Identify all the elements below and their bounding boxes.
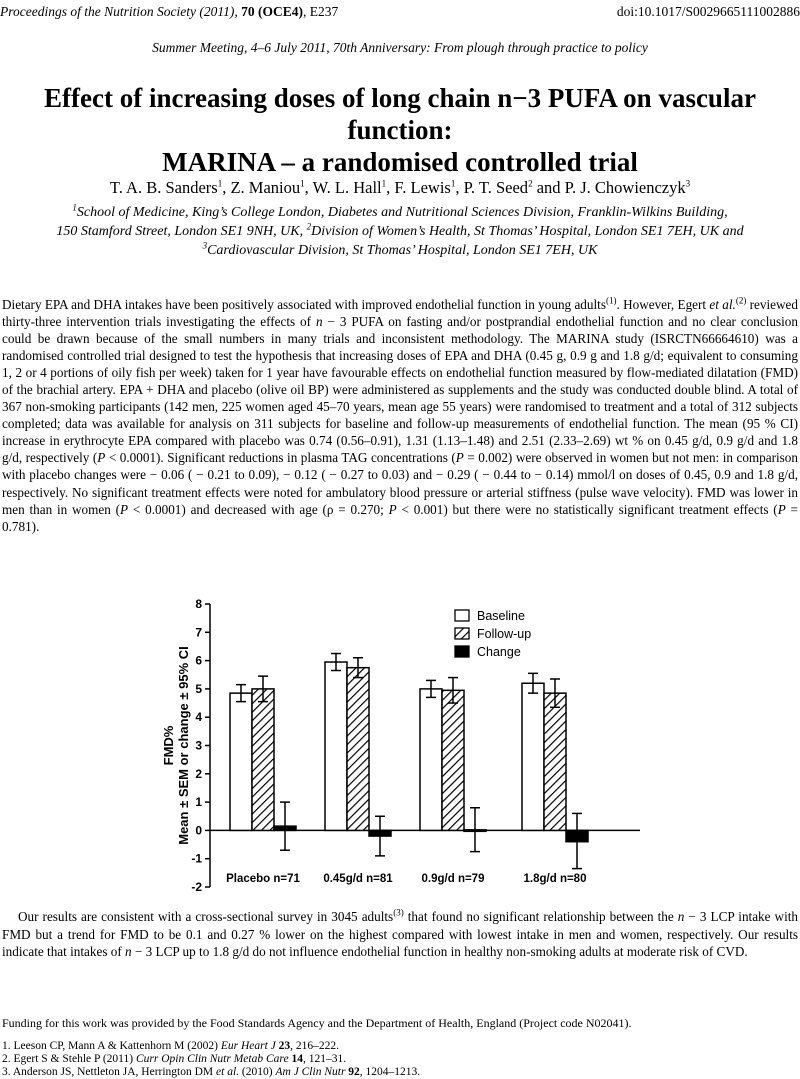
citation-mark: (3) (393, 907, 404, 918)
author-separator: , (386, 178, 395, 197)
x-category-label: 0.9g/d n=79 (421, 873, 485, 885)
author-affiliation-mark: 1 (217, 178, 223, 189)
author-separator: and (532, 178, 565, 197)
affiliation-2: Division of Women’s Health, St Thomas’ Hospital, London SE1 7EH, UK and (311, 224, 744, 239)
author: P. T. Seed (463, 178, 529, 197)
reference-number: 3. (2, 1066, 11, 1078)
y-tick-label: 1 (195, 795, 202, 810)
reference-pages: , 1204–1213. (359, 1066, 421, 1078)
bar-follow-up (347, 668, 369, 831)
reference-journal: Am J Clin Nutr (275, 1066, 346, 1078)
journal-volume: 70 (241, 4, 255, 19)
abstract-text: = 0.002) were observed in women but not men: in comparison with placebo changes were − 0.06 ( − 0.21 to 0.09), − 0.12 ( − 0.27 to 0.03) and − 0.29 ( − 0.44 to − 0.14) mmol/l on doses of 0.45, 0.9 and 1.8 g/d, respectively. No significant treatment effects were noted for ambulatory blood pressure or arterial stiffness (pulse wave velocity). FMD was lower in men than in women ( (2, 450, 798, 517)
discussion-text: Our results are consistent with a cross-sectional survey in 3045 adults (18, 909, 394, 924)
reference-number: 2. (2, 1053, 11, 1065)
y-tick-label: 6 (195, 653, 202, 668)
citation-mark: (1) (605, 295, 617, 306)
x-category-label: 1.8g/d n=80 (523, 873, 587, 885)
abstract-text: P (120, 501, 129, 517)
citation-mark: (2) (735, 295, 747, 306)
discussion-text: that found no significant relationship between the (403, 909, 678, 924)
legend-label: Baseline (477, 609, 525, 623)
discussion-text: − 3 LCP up to 1.8 g/d do not influence endothelial function in healthy non-smoking adults at moderate risk of CVD. (131, 944, 748, 959)
bar-baseline (522, 683, 544, 830)
reference-item (2, 1040, 798, 1053)
legend-label: Change (477, 645, 521, 659)
reference-pages: , 121–31. (302, 1053, 347, 1065)
affiliation-1-cont: 150 Stamford Street, London SE1 9NH, UK, (56, 224, 307, 239)
bar-follow-up (252, 689, 274, 831)
author-separator: , (455, 178, 464, 197)
legend-swatch (455, 646, 469, 657)
reference-authors: Egert S & Stehle P (2011) (13, 1053, 136, 1065)
author: W. L. Hall (312, 178, 382, 197)
author-list (0, 178, 800, 198)
affiliation-3: Cardiovascular Division, St Thomas’ Hospital, London SE1 7EH, UK (207, 243, 598, 258)
legend-label: Follow-up (477, 627, 532, 641)
reference-etal: et al. (216, 1066, 240, 1078)
author-separator: , (222, 178, 231, 197)
affiliation-mark: 2 (306, 221, 312, 232)
author: Z. Maniou (230, 178, 301, 197)
reference-journal: Eur Heart J (220, 1040, 276, 1052)
author-affiliation-mark: 1 (381, 178, 387, 189)
discussion-text: n (677, 909, 685, 924)
title-line-2: MARINA – a randomised controlled trial (162, 147, 638, 177)
journal-issue: (OCE4) (257, 4, 303, 19)
doi[interactable]: doi:10.1017/S0029665111002886 (616, 4, 800, 19)
fmd-bar-chart (130, 596, 650, 896)
author-affiliation-mark: 3 (685, 178, 691, 189)
author-separator: , (304, 178, 313, 197)
reference-number: 1. (2, 1040, 11, 1052)
reference-volume: 92 (348, 1066, 360, 1078)
y-tick-label: 4 (195, 710, 202, 725)
abstract-text: < 0.0001) and decreased with age (ρ = 0.270; (128, 501, 389, 517)
reference-item (2, 1066, 798, 1079)
y-tick-label: -1 (191, 851, 202, 866)
bar-baseline (230, 693, 252, 830)
title-line-1: Effect of increasing doses of long chain n−3 PUFA on vascular function: (44, 83, 756, 145)
y-tick-label: 8 (195, 597, 202, 611)
author-affiliation-mark: 1 (450, 178, 456, 189)
affiliations (0, 203, 800, 260)
abstract-text: reviewed thirty-three intervention trials investigating the effects of (2, 297, 798, 330)
discussion-text: n (125, 944, 132, 959)
y-tick-label: 0 (195, 823, 202, 838)
abstract-text: P (97, 450, 106, 466)
reference-journal: Curr Opin Clin Nutr Metab Care (135, 1053, 289, 1065)
abstract-text: et al. (709, 297, 736, 312)
discussion-paragraph (2, 908, 798, 961)
bar-baseline (325, 662, 347, 830)
affiliation-mark: 3 (202, 240, 208, 251)
reference-volume: 14 (291, 1053, 303, 1065)
y-axis-label: FMD% (161, 725, 176, 766)
journal-name: Proceedings of the Nutrition Society (0, 4, 196, 19)
x-category-label: 0.45g/d n=81 (323, 873, 393, 885)
reference-pages: , 216–222. (290, 1040, 339, 1052)
y-tick-label: 3 (195, 738, 202, 753)
journal-page: , E237 (302, 4, 339, 19)
abstract-text: < 0.001) but there were no statistically significant treatment effects ( (396, 501, 778, 517)
affiliation-1: School of Medicine, King’s College London, Diabetes and Nutritional Sciences Division, Franklin-Wilkins Building, (76, 205, 728, 220)
author: F. Lewis (394, 178, 451, 197)
author: P. J. Chowienczyk (564, 178, 686, 197)
abstract-text: = 0.781). (2, 501, 798, 534)
abstract-text: Dietary EPA and DHA intakes have been positively associated with improved endothelial function in young adults (2, 297, 606, 312)
x-category-label: Placebo n=71 (226, 873, 300, 885)
abstract-paragraph (2, 296, 798, 535)
legend-swatch (455, 610, 469, 621)
bar-follow-up (442, 690, 464, 830)
journal-header (0, 4, 338, 20)
discussion-text: − 3 LCP intake with FMD but a trend for FMD to be 0.1 and 0.27 % lower on the highest compared with lowest intake in men and women, respectively. Our results indicate that intakes of (2, 909, 798, 959)
reference-list (2, 1040, 798, 1079)
y-tick-label: 5 (195, 681, 202, 696)
journal-year: (2011), (199, 4, 238, 19)
abstract-text: < 0.0001). Significant reductions in plasma TAG concentrations ( (105, 450, 456, 466)
meeting-line: Summer Meeting, 4–6 July 2011, 70th Anniversary: From plough through practice to policy (152, 40, 648, 55)
y-tick-label: 2 (195, 766, 202, 781)
abstract-text: P (388, 501, 397, 517)
author: T. A. B. Sanders (109, 178, 218, 197)
paper-title (0, 82, 800, 178)
funding-statement: Funding for this work was provided by the Food Standards Agency and the Department of Health, England (Project code N02041). (2, 1016, 632, 1030)
abstract-text: P (455, 450, 464, 466)
bar-baseline (420, 689, 442, 831)
y-tick-label: -2 (191, 880, 202, 894)
reference-item (2, 1053, 798, 1066)
abstract-text: − 3 PUFA on fasting and/or postprandial endothelial function and no clear conclusion could be drawn because of the small numbers in many trials and inconsistent methodology. The MARINA study (ISRCTN66664610) was a randomised controlled trial designed to test the hypothesis that increasing doses of EPA and DHA (0.45 g, 0.9 g and 1.8 g/d; equivalent to consuming 1, 2 or 4 portions of oily fish per week) taken for 1 year have favourable effects on endothelial function measured by flow-mediated dilatation (FMD) of the brachial artery. EPA + DHA and placebo (olive oil BP) were administered as supplements and the study was conducted double blind. A total of 367 non-smoking participants (142 men, 225 women aged 45–70 years, mean age 55 years) were randomised to treatment and a total of 312 subjects completed; data was available for analysis on 311 subjects for baseline and follow-up measurements of endothelial function. The mean (95 % CI) increase in erythrocyte EPA compared with placebo was 0.74 (0.56–0.91), 1.31 (1.13–1.48) and 2.51 (2.33–2.69) wt % on 0.45 g/d, 0.9 g/d and 1.8 g/d, respectively ( (2, 314, 798, 466)
legend-swatch (455, 628, 469, 639)
author-affiliation-mark: 1 (300, 178, 305, 189)
abstract-text: P (777, 501, 786, 517)
abstract-text: n (315, 314, 323, 330)
bar-follow-up (544, 693, 566, 830)
y-axis-label: Mean ± SEM or change ± 95% CI (176, 646, 191, 845)
reference-volume: 23 (278, 1040, 291, 1052)
affiliation-mark: 1 (72, 202, 77, 213)
reference-authors: Anderson JS, Nettleton JA, Herrington DM (12, 1066, 217, 1078)
y-tick-label: 7 (195, 625, 202, 640)
author-affiliation-mark: 2 (528, 178, 533, 189)
reference-authors: Leeson CP, Mann A & Kattenhorn M (2002) (13, 1040, 221, 1052)
reference-year: (2010) (239, 1066, 276, 1078)
abstract-text: . However, Egert (616, 297, 710, 312)
